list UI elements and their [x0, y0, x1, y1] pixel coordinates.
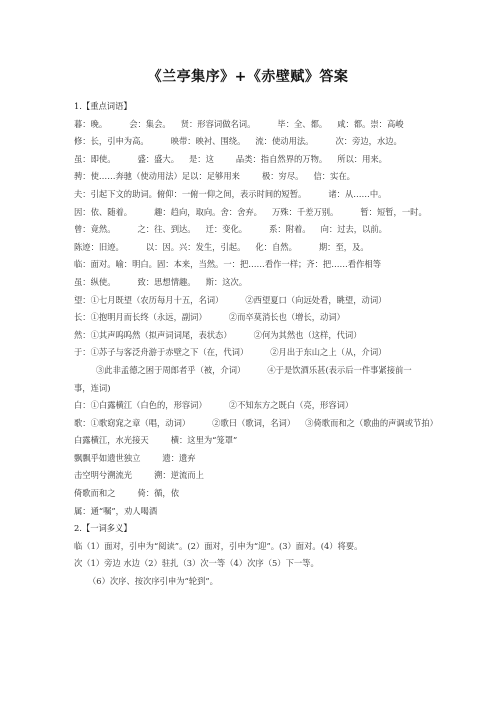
text-line — [74, 204, 484, 222]
line-segment: 陈迹：旧迹。 — [74, 241, 124, 252]
line-segment: 映带：映衬、围绕。 — [170, 136, 246, 147]
line-segment: ②不知东方之既白（亮，形容词） — [228, 400, 354, 411]
text-line — [74, 98, 484, 116]
line-segment: 虽：纵使。 — [74, 276, 116, 287]
text-line — [74, 221, 484, 239]
text-line — [74, 239, 484, 257]
line-segment: 飘飘乎如遗世独立 — [74, 452, 141, 463]
line-segment: 以：因。兴：发生，引起。 — [145, 241, 246, 252]
text-line — [74, 573, 484, 591]
line-segment: 次（1）旁边 水边（2）驻扎（3）次一等（4）次序（5）下一等。 — [74, 558, 319, 569]
text-line — [74, 432, 484, 450]
line-segment: 万殊：千差万别。 — [271, 206, 339, 217]
line-segment: 斯：这次。 — [205, 276, 248, 287]
line-segment: 歌：①歌窈窕之章（唱，动词） — [74, 417, 191, 428]
line-segment: 暂：短暂，一时。 — [360, 206, 427, 217]
line-segment: ④于是饮酒乐甚(表示后一件事紧接前一 — [267, 364, 412, 375]
text-line — [74, 309, 484, 327]
line-segment: 次：旁边，水边。 — [335, 136, 402, 147]
line-segment: 诸：从……中。 — [328, 188, 387, 199]
text-line — [74, 415, 484, 433]
page-title: 《兰亭集序》+《赤壁赋》答案 — [147, 69, 349, 85]
text-line — [74, 327, 484, 345]
text-line — [74, 344, 484, 362]
text-line — [74, 362, 484, 380]
line-segment: 击空明兮溯流光 — [74, 470, 133, 481]
text-line — [74, 380, 484, 398]
line-segment: 流：使动用法。 — [255, 136, 314, 147]
line-segment: 于：①苏子与客泛舟游于赤壁之下（在，代词） — [74, 347, 249, 358]
text-line — [74, 168, 484, 186]
line-segment: 致：思想情趣。 — [137, 276, 196, 287]
line-segment: 期：至，及。 — [318, 241, 369, 252]
line-segment: 望：①七月既望（农历每月十五，名词） — [74, 294, 224, 305]
line-segment: 之：往、到达。 — [137, 224, 196, 235]
line-segment: 趣：趋向，取向。舍：舍弃。 — [154, 206, 262, 217]
line-segment: 化：自然。 — [255, 241, 297, 252]
text-line — [74, 292, 484, 310]
line-segment: ③此非孟德之困于周郎者乎（被，介词） — [96, 364, 246, 375]
text-line — [74, 450, 484, 468]
line-segment: ②歌曰（歌词，名词） — [212, 417, 296, 428]
text-line — [74, 467, 484, 485]
text-line — [74, 485, 484, 503]
line-segment: ③倚歌而和之（歌曲的声调或节拍） — [305, 417, 438, 428]
line-segment: 向：过去，以前。 — [320, 224, 387, 235]
document-body — [74, 98, 484, 591]
line-segment: 临（1）面对，引申为“阅读”。(2）面对，引申为“迎”。(3）面对。(4）将要。 — [74, 540, 363, 551]
line-segment: 然：①其声呜呜然（拟声词词尾，表状态） — [74, 329, 232, 340]
text-line — [74, 133, 484, 151]
line-segment: 咸：都。崇：高峻 — [337, 118, 404, 129]
line-segment: 骋：使……奔驰（使动用法）足以：足够用来 — [74, 171, 240, 182]
line-segment: ②而卒莫消长也（增长，动词） — [228, 312, 345, 323]
line-segment: 1.【重点词语】 — [74, 101, 132, 111]
text-line — [74, 151, 484, 169]
line-segment: （6）次序、按次序引申为“轮到”。 — [88, 576, 218, 587]
text-line — [74, 186, 484, 204]
line-segment: 长：①抱明月而长终（永远，副词） — [74, 312, 207, 323]
line-segment: 会：集会。 — [129, 118, 171, 129]
line-segment: 溯：逆流而上 — [154, 470, 204, 481]
text-line — [74, 397, 484, 415]
line-segment: 信：实在。 — [313, 171, 355, 182]
line-segment: 是：这 — [189, 153, 214, 164]
line-segment: 曾：竟然。 — [74, 224, 116, 235]
line-segment: 横：这里为“笼罩” — [170, 435, 238, 446]
line-segment: 白：①白露横江（白色的，形容词） — [74, 400, 207, 411]
line-segment: 倚：循，依 — [137, 488, 179, 499]
line-segment: 遗：遗弃 — [162, 452, 196, 463]
line-segment: 修：长，引申为高。 — [74, 136, 149, 147]
line-segment: 虽：即使。 — [74, 153, 116, 164]
line-segment: ②何为其然也（这样，代词） — [253, 329, 362, 340]
text-line — [74, 520, 484, 538]
line-segment: 系：附着。 — [269, 224, 311, 235]
line-segment: 盛：盛大。 — [137, 153, 179, 164]
line-segment: 事，连词) — [74, 382, 111, 393]
line-segment: 所以：用来。 — [337, 153, 387, 164]
line-segment: 品类：指自然界的万物。 — [235, 153, 328, 164]
line-segment: 夫：引起下文的助词。俯仰：一俯一仰之间，表示时间的短暂。 — [74, 188, 307, 199]
text-line — [74, 555, 484, 573]
line-segment: 毕：全、都。 — [277, 118, 328, 129]
text-line — [74, 538, 484, 556]
text-line — [74, 503, 484, 521]
line-segment: 临：面对。喻：明白。固：本来，当然。一：把……看作一样；齐：把……看作相等 — [74, 259, 381, 270]
line-segment: 属：通“嘱”，劝人喝酒 — [74, 505, 158, 516]
line-segment: ②西望夏口（向远处看，眺望，动词） — [245, 294, 387, 305]
line-segment: 迁：变化。 — [205, 224, 248, 235]
text-line — [74, 256, 484, 274]
text-line — [74, 116, 484, 134]
line-segment: 白露横江，水光接天 — [74, 435, 149, 446]
line-segment: 贤：形容词做名词。 — [180, 118, 256, 129]
line-segment: 倚歌而和之 — [74, 488, 116, 499]
line-segment: 因：依、随着。 — [74, 206, 133, 217]
line-segment: 暮：晚。 — [74, 118, 108, 129]
line-segment: ②月出于东山之上（从，介词） — [270, 347, 387, 358]
text-line — [74, 274, 484, 292]
line-segment: 极：穷尽。 — [261, 171, 304, 182]
line-segment: 2.【一词多义】 — [74, 523, 132, 534]
